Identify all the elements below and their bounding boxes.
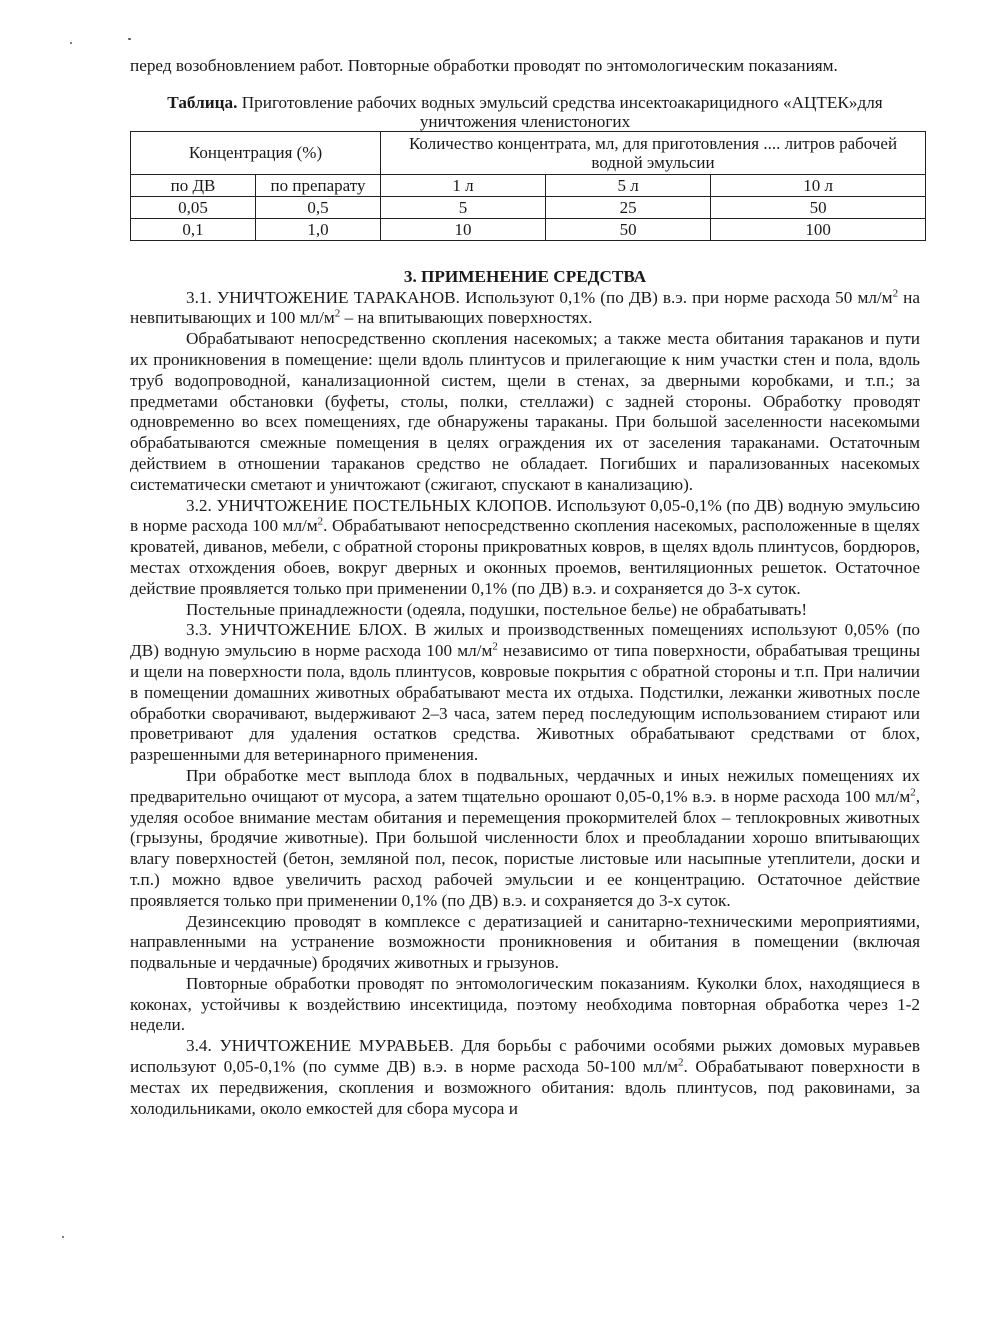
cell-dv: 0,05 — [131, 196, 256, 218]
table-row — [131, 196, 926, 218]
subheader-by-dv: по ДВ — [131, 174, 256, 196]
table-header-row — [131, 131, 926, 174]
cell-10l: 100 — [711, 218, 926, 240]
text-span: на невпитывающих и 100 мл/м — [130, 287, 921, 328]
subheader-5l: 5 л — [546, 174, 711, 196]
subheader-1l: 1 л — [381, 174, 546, 196]
text-span: 3.4. УНИЧТОЖЕНИЕ МУРАВЬЕВ. Для борьбы с рабочими особями рыжих домовых муравьев используют 0,05-0,1% (по сумме ДВ) в.э. в норме расхода 50-100 мл/м — [130, 1036, 920, 1077]
cell-5l: 25 — [546, 196, 711, 218]
text-span: 3.2. УНИЧТОЖЕНИЕ ПОСТЕЛЬНЫХ КЛОПОВ. Используют 0,05-0,1% (по ДВ) водную эмульсию в норме расхода 100 мл/м — [130, 495, 920, 536]
table-caption-label: Таблица. — [167, 92, 238, 112]
paragraph-3-3-disinsection: Дезинсекцию проводят в комплексе с дератизацией и санитарно-техническими мероприятиями, направленными на устранение возможности проникновения и обитания в помещении (включая подвальные и чердачные) бродячих животных и грызунов. — [130, 911, 920, 973]
superscript: 2 — [892, 286, 899, 299]
paragraph-3-4 — [130, 1036, 920, 1119]
paragraph-3-3 — [130, 620, 920, 766]
superscript: 2 — [492, 640, 498, 653]
emulsion-table — [130, 131, 926, 241]
text-span: 3.1. УНИЧТОЖЕНИЕ ТАРАКАНОВ. Используют 0,1% (по ДВ) в.э. при норме расхода 50 мл/м — [186, 287, 893, 307]
paragraph-3-1 — [130, 288, 920, 330]
superscript: 2 — [678, 1056, 684, 1069]
cell-preparation: 1,0 — [256, 218, 381, 240]
table-caption-text: Приготовление рабочих водных эмульсий средства инсектоакарицидного «АЦТЕК»для уничтожения членистоногих — [237, 92, 883, 131]
paragraph-3-3-repeat: Повторные обработки проводят по энтомологическим показаниям. Куколки блох, находящиеся в коконах, устойчивы к воздействию инсектицида, поэтому необходима повторная обработка через 1-2 недели. — [130, 973, 920, 1035]
cell-10l: 50 — [711, 196, 926, 218]
subheader-by-preparation: по препарату — [256, 174, 381, 196]
cell-preparation: 0,5 — [256, 196, 381, 218]
table-row — [131, 218, 926, 240]
intro-paragraph: перед возобновлением работ. Повторные обработки проводят по энтомологическим показаниям. — [130, 56, 838, 75]
scan-speck — [128, 38, 131, 40]
superscript: 2 — [334, 307, 341, 320]
section-title: 3. ПРИМЕНЕНИЕ СРЕДСТВА — [403, 266, 647, 286]
document-page — [130, 56, 920, 1119]
superscript: 2 — [317, 515, 324, 528]
text-span: . Обрабатывают поверхности в местах их передвижения, скопления и возможного обитания: вдоль плинтусов, под раковинами, за холодильниками, около емкостей для сбора мусора и — [130, 1057, 920, 1118]
superscript: 2 — [910, 785, 916, 798]
paragraph-3-3-breeding — [130, 766, 920, 912]
scan-speck — [62, 1236, 64, 1238]
text-span: – на впитывающих поверхностях. — [340, 308, 593, 328]
cell-1l: 5 — [381, 196, 546, 218]
cell-1l: 10 — [381, 218, 546, 240]
cell-5l: 50 — [546, 218, 711, 240]
header-concentration: Концентрация (%) — [131, 131, 381, 174]
paragraph-3-1-body: Обрабатывают непосредственно скопления насекомых; а также места обитания тараканов и пути их проникновения в помещение: щели вдоль плинтусов и прилегающие к ним участки стен и пола, вдоль труб водопроводной, канализационной систем, щели в стенах, за дверными коробками, и т.п.; за предметами обстановки (буфеты, столы, полки, стеллажи) с задней стороны. Обработку проводят одновременно во всех помещениях, где обнаружены тараканы. При большой заселенности насекомыми обрабатываются смежные помещения в целях ограждения их от заселения тараканами. Остаточным действием в отношении тараканов средство не обладает. Погибших и парализованных насекомых систематически сметают и уничтожают (сжигают, спускают в канализацию). — [130, 329, 920, 494]
table-caption — [130, 93, 920, 131]
text-span: , уделяя особое внимание местам обитания и перемещения прокормителей блох – теплокровных животных (грызуны, бродячие животные). При большой численности блох и преобладании хорошо впитывающих влагу поверхностей (бетон, земляной пол, песок, пористые листовые или насыпные утеплители, доски и т.п.) можно вдвое увеличить расход рабочей эмульсии и ее концентрацию. Остаточное действие проявляется только при применении 0,1% (по ДВ) в.э. и сохраняется до 3-х суток. — [130, 786, 920, 910]
cell-dv: 0,1 — [131, 218, 256, 240]
text-span: . Обрабатывают непосредственно скопления насекомых, расположенные в щелях кроватей, диванов, мебели, с обратной стороны прикроватных ковров, в щелях вдоль плинтусов, бордюров, местах отхождения обоев, вокруг дверных и оконных проемов, вентиляционных решеток. Остаточное действие проявляется только при применении 0,1% (по ДВ) в.э. и сохраняется до 3-х суток. — [130, 516, 920, 598]
scan-speck — [70, 42, 72, 44]
text-span: При обработке мест выплода блох в подвальных, чердачных и иных нежилых помещениях их предварительно очищают от мусора, а затем тщательно орошают 0,05-0,1% в.э. в норме расхода 100 мл/м — [130, 765, 920, 806]
header-quantity: Количество концентрата, мл, для приготовления .... литров рабочей водной эмульсии — [381, 131, 926, 174]
paragraph-3-2-note: Постельные принадлежности (одеяла, подушки, постельное белье) не обрабатывать! — [186, 599, 808, 619]
paragraph-3-2 — [130, 496, 920, 600]
table-subheader-row — [131, 174, 926, 196]
text-span: независимо от типа поверхности, обрабатывая трещины и щели на поверхности пола, вдоль плинтусов, ковровые покрытия с обратной стороны и т.п. При наличии в помещении домашних животных обрабатывают места их отдыха. Подстилки, лежанки животных после обработки сворачивают, выдерживают 2–3 часа, затем перед последующим использованием стирают или проветривают для удаления остатков средства. Животных обрабатывают средствами от блох, разрешенными для ветеринарного применения. — [130, 641, 920, 765]
subheader-10l: 10 л — [711, 174, 926, 196]
text-span: 3.3. УНИЧТОЖЕНИЕ БЛОХ. В жилых и производственных помещениях используют 0,05% (по ДВ) водную эмульсию в норме расхода 100 мл/м — [130, 620, 920, 661]
